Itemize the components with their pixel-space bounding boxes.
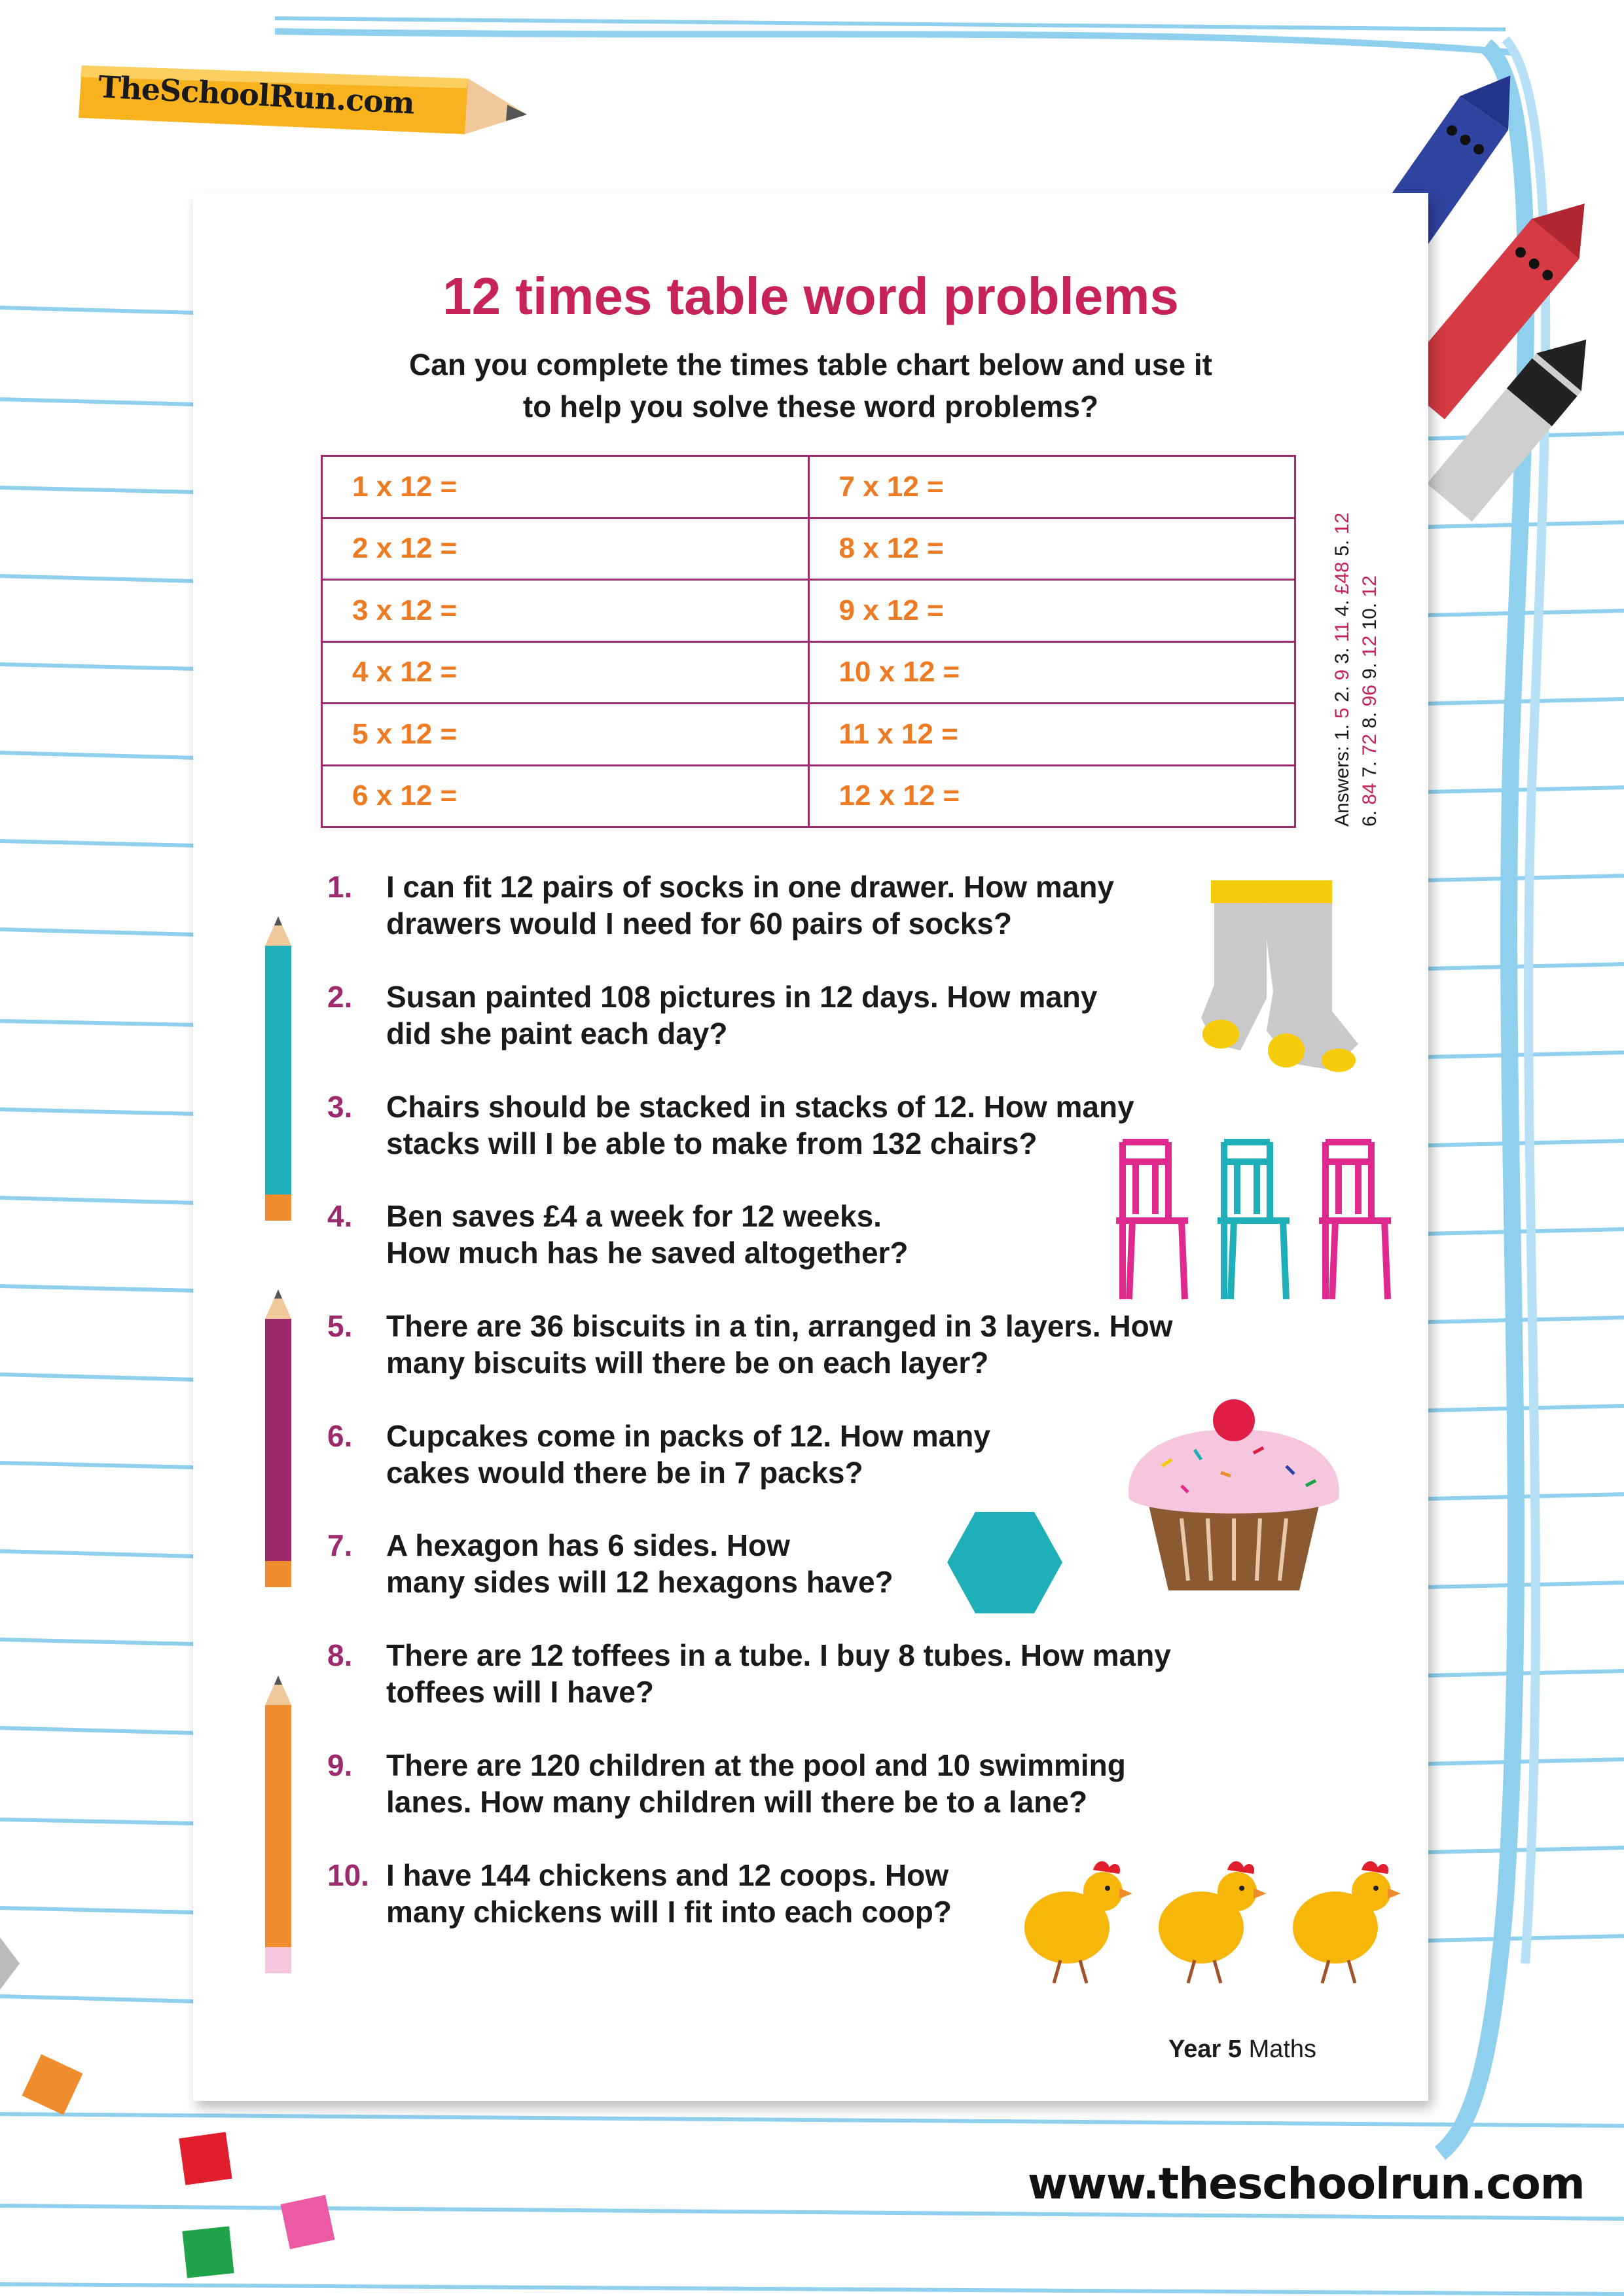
hexagon-illustration (946, 1509, 1064, 1617)
answers-line (1329, 434, 1356, 827)
question-text (386, 1857, 952, 1930)
logo-text: TheSchoolRun.com (97, 69, 416, 121)
answers-key (1329, 434, 1384, 827)
list-item (327, 1527, 893, 1600)
chart-cell[interactable]: 6 x 12 = (322, 765, 809, 827)
table-row (322, 456, 1295, 518)
list-item (327, 869, 1114, 942)
question-number: 6. (327, 1419, 353, 1453)
question-line: many chickens will I fit into each coop? (386, 1895, 952, 1929)
question-number: 5. (327, 1309, 353, 1343)
table-row (322, 704, 1295, 766)
question-number: 9. (327, 1748, 353, 1782)
answer-value: 5 (1331, 708, 1353, 719)
answer-value: 96 (1359, 685, 1380, 707)
answer-value: 11 (1331, 621, 1353, 643)
chart-cell[interactable]: 5 x 12 = (322, 704, 809, 766)
question-line: How much has he saved altogether? (386, 1236, 909, 1270)
answer-value: 9 (1331, 669, 1353, 681)
answer-number: 9. (1359, 662, 1380, 679)
answer-value: 12 (1359, 575, 1380, 598)
times-table-chart (321, 455, 1296, 828)
question-line: toffees will I have? (386, 1675, 654, 1709)
socks-illustration (1201, 874, 1365, 1077)
question-line: many sides will 12 hexagons have? (386, 1565, 893, 1599)
footer-year: Year 5 (1168, 2036, 1242, 2063)
question-number: 8. (327, 1638, 353, 1672)
orange-pencil-illustration (262, 1676, 295, 1977)
answer-number: 6. (1359, 810, 1380, 827)
teal-pencil-illustration (262, 916, 295, 1224)
chart-cell[interactable]: 9 x 12 = (808, 580, 1295, 642)
question-text (386, 1527, 893, 1600)
question-line: I have 144 chickens and 12 coops. How (386, 1858, 949, 1892)
footer-subject: Maths (1248, 2036, 1317, 2063)
table-row (322, 765, 1295, 827)
chart-cell[interactable]: 2 x 12 = (322, 518, 809, 580)
question-line: cakes would there be in 7 packs? (386, 1456, 863, 1490)
table-row (322, 580, 1295, 642)
chart-cell[interactable]: 11 x 12 = (808, 704, 1295, 766)
purple-pencil-illustration (262, 1289, 295, 1590)
list-item (327, 1088, 1134, 1162)
answer-number: 1. (1331, 724, 1353, 741)
table-row (322, 518, 1295, 580)
question-number: 3. (327, 1090, 353, 1124)
subtitle-line: Can you complete the times table chart below and use it (409, 348, 1212, 382)
question-number: 4. (327, 1199, 353, 1233)
worksheet-sheet (193, 193, 1428, 2101)
list-item (327, 1637, 1171, 1710)
grey-triangle (0, 1937, 20, 1990)
question-line: There are 36 biscuits in a tin, arranged in 3 layers. How (386, 1309, 1173, 1343)
worksheet-title: 12 times table word problems (442, 267, 1179, 325)
chart-cell[interactable]: 4 x 12 = (322, 641, 809, 704)
question-line: Susan painted 108 pictures in 12 days. How many (386, 980, 1098, 1014)
list-item (327, 1198, 909, 1271)
chart-cell[interactable]: 8 x 12 = (808, 518, 1295, 580)
list-item (327, 1747, 1126, 1820)
question-line: Cupcakes come in packs of 12. How many (386, 1419, 990, 1453)
chairs-illustration (1110, 1136, 1417, 1306)
question-text (386, 978, 1097, 1052)
question-text (386, 1747, 1126, 1820)
answer-value: 12 (1359, 635, 1380, 658)
table-row (322, 641, 1295, 704)
question-number: 1. (327, 870, 353, 904)
list-item (327, 1857, 952, 1930)
question-line: did she paint each day? (386, 1016, 728, 1050)
question-text (386, 1637, 1171, 1710)
question-text (386, 1418, 990, 1491)
answer-number: 4. (1331, 600, 1353, 617)
question-line: A hexagon has 6 sides. How (386, 1528, 790, 1562)
chickens-illustration (1015, 1856, 1440, 1986)
answer-number: 2. (1331, 685, 1353, 702)
question-line: lanes. How many children will there be to a lane? (386, 1785, 1088, 1819)
question-text (386, 869, 1114, 942)
cupcake-illustration (1123, 1394, 1345, 1597)
question-line: Ben saves £4 a week for 12 weeks. (386, 1199, 882, 1233)
answer-value: 84 (1359, 783, 1380, 805)
answer-number: 10. (1359, 602, 1380, 630)
answer-number: 3. (1331, 647, 1353, 664)
question-line: There are 120 children at the pool and 10 swimming (386, 1748, 1126, 1782)
answer-number: 8. (1359, 711, 1380, 728)
question-line: stacks will I be able to make from 132 chairs? (386, 1126, 1038, 1160)
red-square (179, 2132, 232, 2185)
website-url[interactable]: www.theschoolrun.com (1028, 2159, 1585, 2209)
question-text (386, 1308, 1173, 1381)
footer-label (1168, 2036, 1316, 2064)
chart-cell[interactable]: 3 x 12 = (322, 580, 809, 642)
question-number: 7. (327, 1528, 353, 1562)
chart-cell[interactable]: 12 x 12 = (808, 765, 1295, 827)
question-text (386, 1198, 909, 1271)
answer-number: 7. (1359, 761, 1380, 778)
green-square (182, 2226, 234, 2278)
subtitle-line: to help you solve these word problems? (522, 389, 1099, 423)
question-line: I can fit 12 pairs of socks in one drawer. How many (386, 870, 1115, 904)
chart-cell[interactable]: 1 x 12 = (322, 456, 809, 518)
worksheet-subtitle (193, 344, 1428, 427)
question-line: many biscuits will there be on each layer? (386, 1346, 989, 1380)
question-line: drawers would I need for 60 pairs of socks? (386, 906, 1013, 941)
answer-value: £48 (1331, 562, 1353, 595)
question-line: Chairs should be stacked in stacks of 12. How many (386, 1090, 1134, 1124)
answer-number: 5. (1331, 539, 1353, 556)
answers-label: Answers: (1331, 745, 1353, 827)
question-text (386, 1088, 1134, 1162)
list-item (327, 1418, 990, 1491)
question-line: There are 12 toffees in a tube. I buy 8 tubes. How many (386, 1638, 1171, 1672)
answers-line (1356, 434, 1384, 827)
list-item (327, 978, 1097, 1052)
pink-square (280, 2195, 334, 2249)
answer-value: 12 (1331, 512, 1353, 535)
chart-cell[interactable]: 7 x 12 = (808, 456, 1295, 518)
question-number: 2. (327, 980, 353, 1014)
chart-cell[interactable]: 10 x 12 = (808, 641, 1295, 704)
list-item (327, 1308, 1173, 1381)
answer-value: 72 (1359, 734, 1380, 756)
question-number: 10. (327, 1858, 369, 1892)
